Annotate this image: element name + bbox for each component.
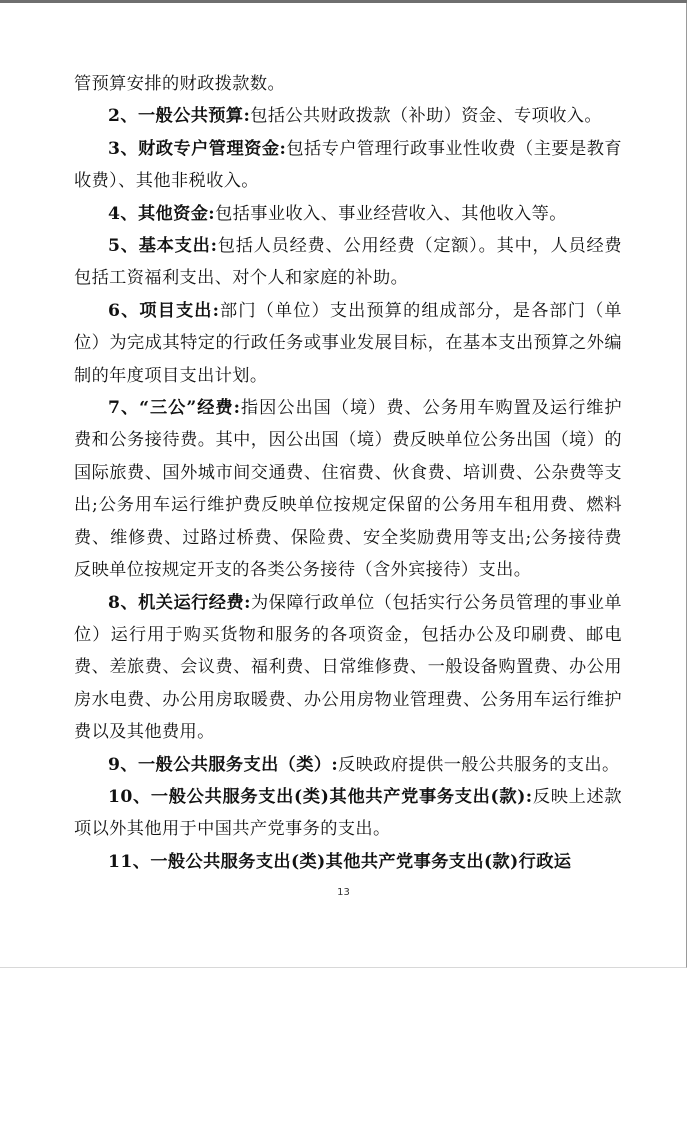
paragraph	[74, 230, 622, 295]
paragraph	[74, 198, 622, 230]
paragraph	[74, 133, 622, 198]
paragraph-number: 6、	[108, 300, 140, 321]
paragraph	[74, 68, 622, 100]
paragraph-term: 项目支出:	[139, 300, 220, 321]
paragraph	[74, 587, 622, 749]
paragraph	[74, 781, 622, 846]
paragraph	[74, 100, 622, 132]
paragraph-number: 2、	[108, 106, 138, 127]
paragraph-number: 7、	[108, 398, 140, 419]
paragraph-number: 10、	[108, 786, 151, 807]
paragraph-term: 一般公共服务支出(类)其他共产党事务支出(款):	[150, 786, 533, 807]
paragraph-term: 一般公共服务支出(类)其他共产党事务支出(款)行政运	[150, 851, 572, 872]
paragraph-text: 包括专户管理行政事业性收费（主要是教育收费）、其他非税收入。	[74, 138, 623, 192]
paragraph-text: 反映政府提供一般公共服务的支出。	[338, 754, 620, 775]
paragraph-term: 一般公共服务支出（类）:	[137, 754, 339, 775]
page-number: 13	[337, 887, 350, 898]
paragraph-term: “三公”经费:	[139, 398, 241, 419]
paragraph-number: 5、	[108, 236, 139, 257]
paragraph-number: 3、	[108, 138, 139, 159]
paragraph-term: 基本支出:	[138, 236, 218, 257]
document-body	[74, 68, 622, 878]
paragraph-text: 管预算安排的财政拨款数。	[74, 74, 286, 94]
top-border-line	[0, 0, 687, 3]
paragraph-term: 机关运行经费:	[138, 592, 251, 613]
paragraph-term: 一般公共预算:	[137, 106, 251, 127]
paragraph-text: 反映上述款项以外其他用于中国共产党事务的支出。	[74, 786, 622, 840]
paragraph-text: 包括人员经费、公用经费（定额）。其中，人员经费包括工资福利支出、对个人和家庭的补助。	[74, 236, 622, 289]
paragraph	[74, 392, 622, 586]
paragraph-text: 部门（单位）支出预算的组成部分，是各部门（单位）为完成其特定的行政任务或事业发展目标，在基本支出预算之外编制的年度项目支出计划。	[74, 300, 622, 386]
paragraph	[74, 846, 622, 878]
paragraph-text: 包括事业收入、事业经营收入、其他收入等。	[215, 203, 567, 224]
paragraph-number: 9、	[108, 754, 138, 775]
paragraph-number: 11、	[108, 851, 151, 872]
paragraph-term: 其他资金:	[137, 203, 216, 224]
paragraph-number: 4、	[108, 203, 138, 224]
paragraph-text: 指因公出国（境）费、公务用车购置及运行维护费和公务接待费。其中，因公出国（境）费反映单位公务出国（境）的国际旅费、国外城市间交通费、住宿费、伙食费、培训费、公杂费等支出;公务用车运行维护费反映单位按规定保留的公务用车租用费、燃料费、维修费、过路过桥费、保险费、安全奖励费用等支出;公务接待费反映单位按规定开支的各类公务接待（含外宾接待）支出。	[74, 398, 623, 581]
paragraph	[74, 295, 622, 392]
paragraph-text: 包括公共财政拨款（补助）资金、专项收入。	[250, 106, 602, 127]
paragraph-number: 8、	[108, 592, 139, 613]
paragraph-text: 为保障行政单位（包括实行公务员管理的事业单位）运行用于购买货物和服务的各项资金，包括办公及印刷费、邮电费、差旅费、会议费、福利费、日常维修费、一般设备购置费、办公用房水电费、办公用房取暖费、办公用房物业管理费、公务用车运行维护费以及其他费用。	[74, 592, 622, 743]
paragraph	[74, 749, 622, 781]
paragraph-term: 财政专户管理资金:	[138, 138, 287, 159]
